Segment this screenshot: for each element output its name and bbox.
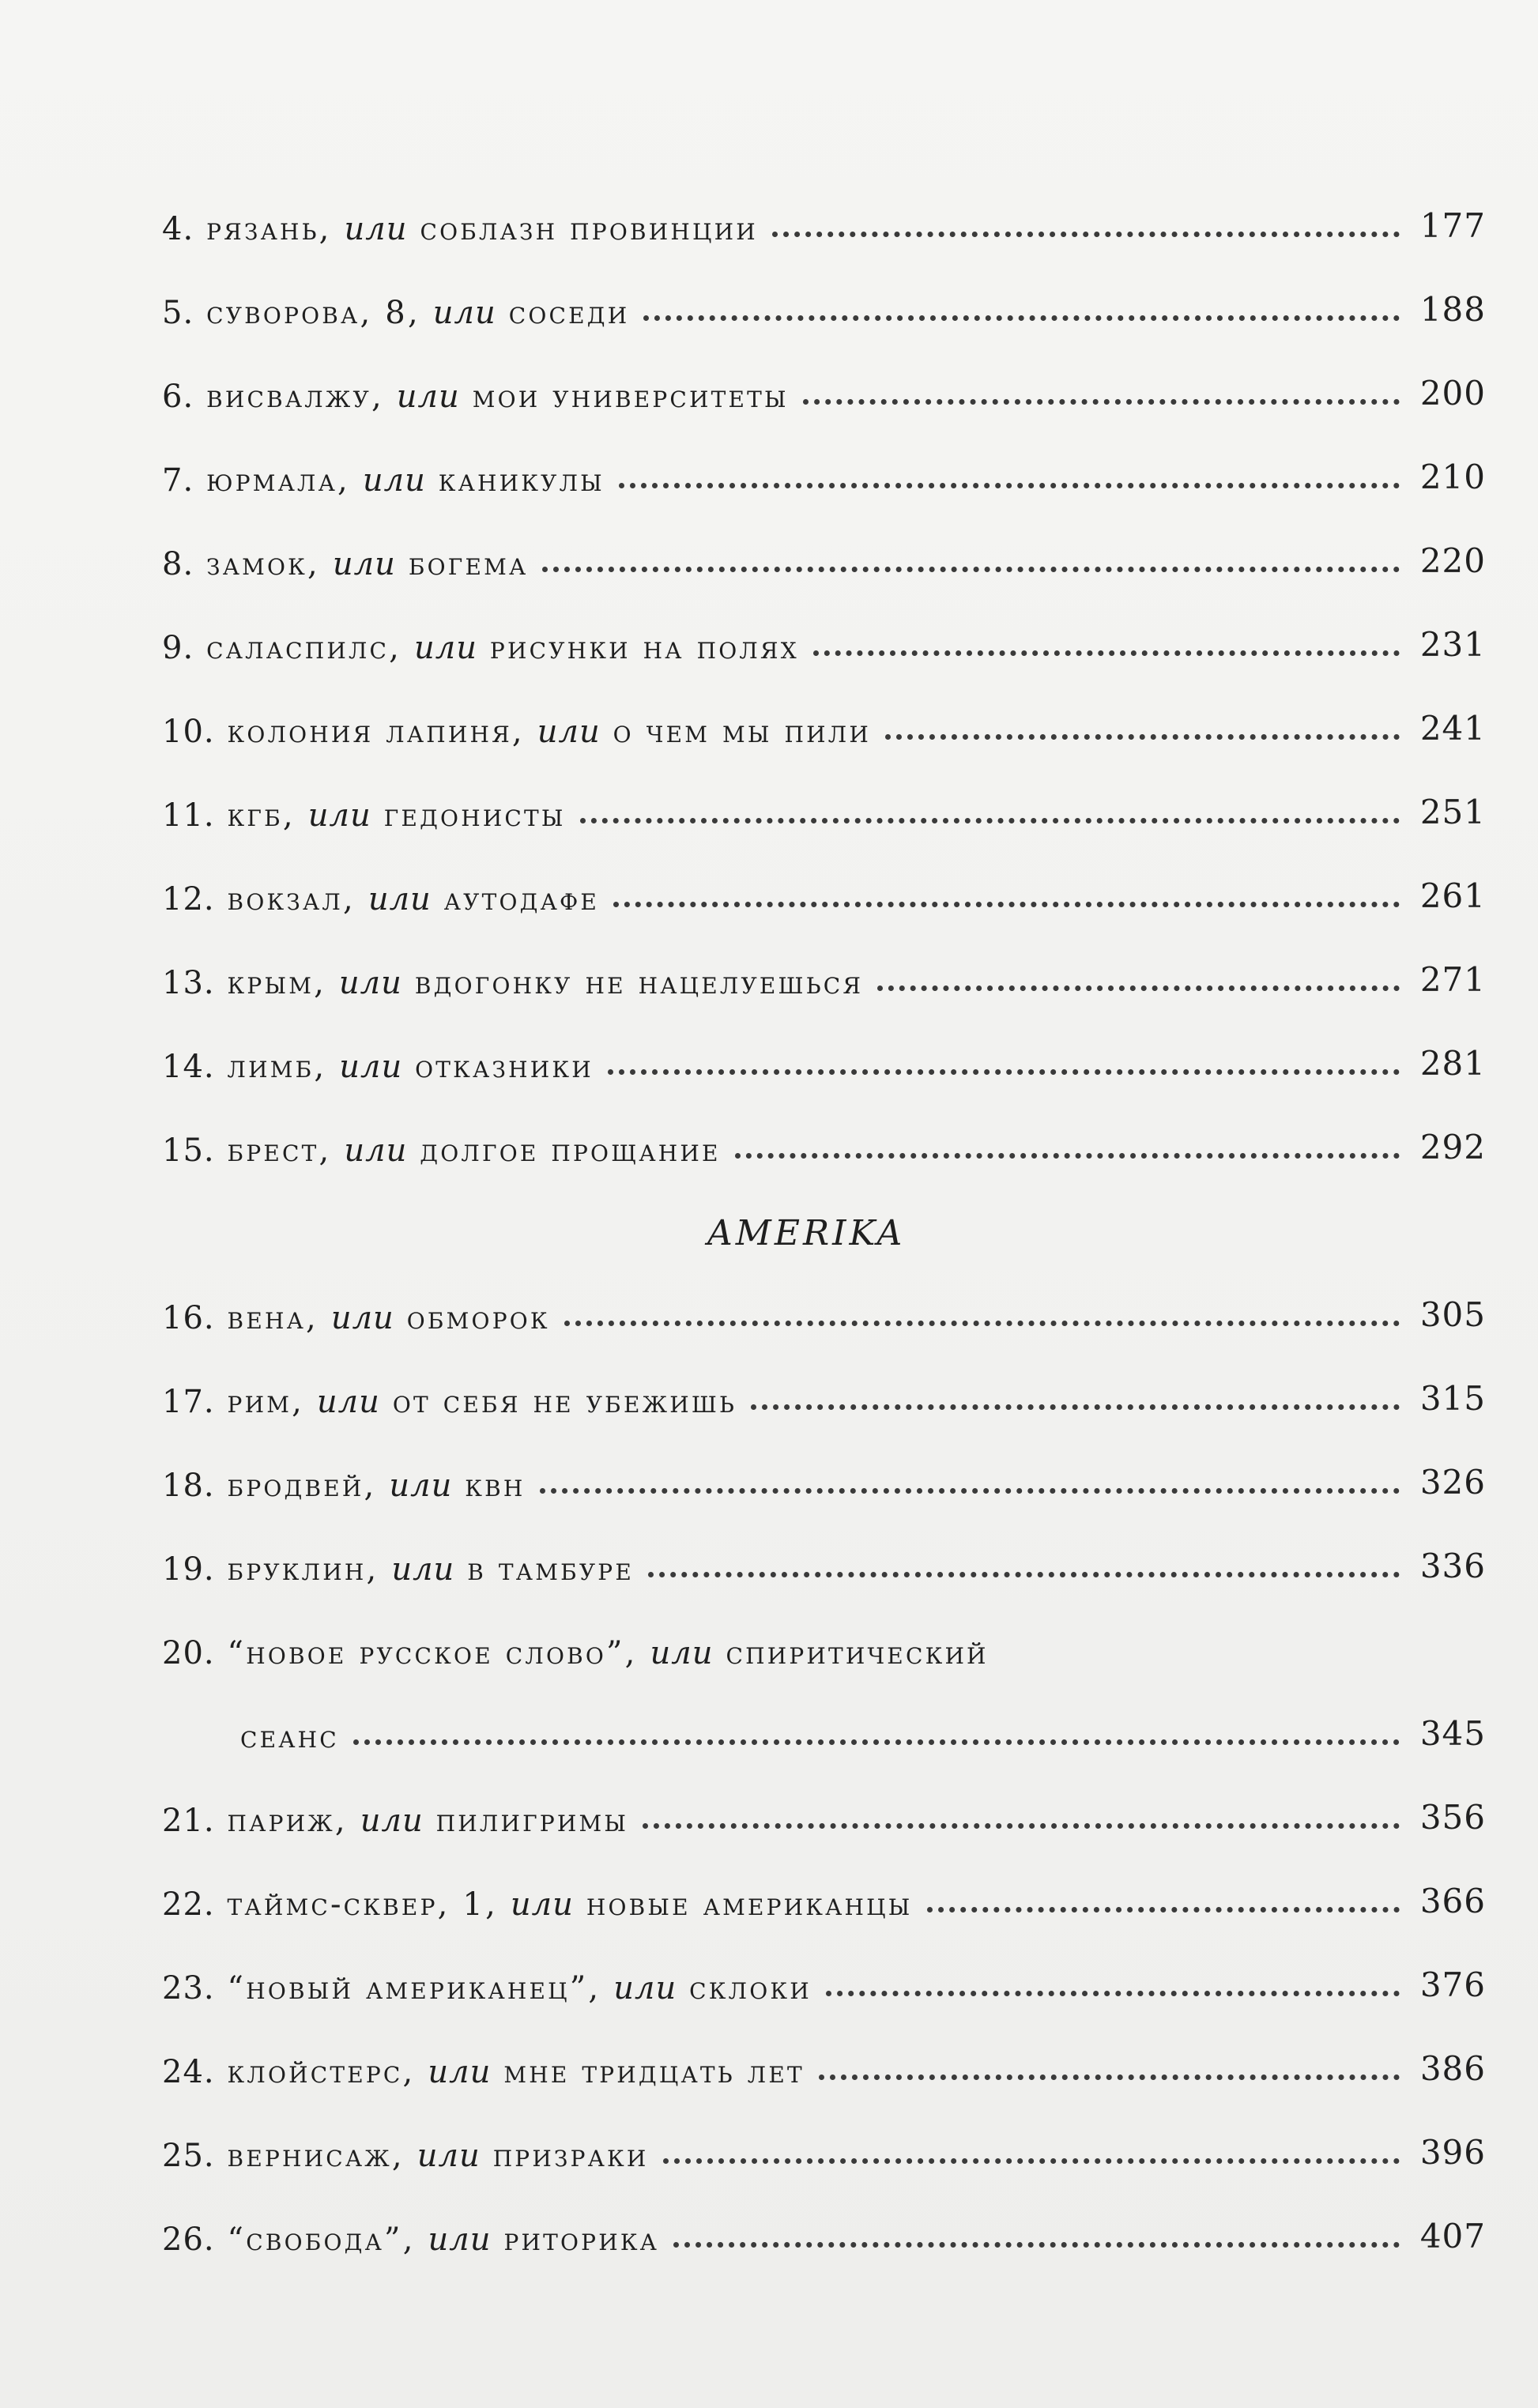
entry-subtitle: каникулы bbox=[438, 462, 605, 499]
dot-leader bbox=[613, 902, 1400, 907]
page-number: 356 bbox=[1419, 1798, 1486, 1837]
entry-conjunction: или bbox=[613, 1970, 677, 2007]
entry-subtitle: богема bbox=[408, 546, 529, 582]
entry-number: 13. bbox=[162, 965, 215, 1001]
entry-conjunction: или bbox=[396, 379, 460, 415]
dot-leader bbox=[673, 2242, 1400, 2248]
toc-entry bbox=[162, 1606, 1486, 1690]
dot-leader bbox=[826, 1991, 1400, 1996]
toc-entry bbox=[162, 2025, 1486, 2108]
dot-leader bbox=[643, 1823, 1400, 1829]
entry-subtitle: склоки bbox=[689, 1970, 812, 2007]
entry-subtitle: обморок bbox=[406, 1300, 550, 1336]
entry-conjunction: или bbox=[389, 1468, 453, 1504]
page-number: 407 bbox=[1419, 2217, 1486, 2255]
entry-conjunction: или bbox=[339, 1049, 403, 1085]
entry-place: суворова, 8, bbox=[206, 295, 420, 331]
toc-entry-title bbox=[162, 2140, 649, 2192]
toc-entry-title bbox=[162, 1551, 634, 1606]
entry-place: париж, bbox=[227, 1803, 348, 1839]
entry-conjunction: или bbox=[316, 1384, 380, 1420]
page-number: 188 bbox=[1419, 290, 1486, 329]
toc-entry-title bbox=[162, 1051, 594, 1103]
entry-number: 9. bbox=[162, 630, 194, 666]
entry-subtitle: вдогонку не нацелуешься bbox=[414, 965, 864, 1001]
toc-entry bbox=[162, 1103, 1486, 1187]
entry-number: 24. bbox=[162, 2054, 215, 2090]
entry-conjunction: или bbox=[413, 630, 477, 666]
page-number: 305 bbox=[1419, 1295, 1486, 1334]
entry-subtitle: пилигримы bbox=[435, 1803, 629, 1839]
entry-number: 6. bbox=[162, 379, 194, 415]
section-title-text: AMERIKA bbox=[707, 1213, 906, 1253]
toc-entry bbox=[162, 684, 1486, 768]
page-number: 292 bbox=[1419, 1128, 1486, 1166]
toc-entry bbox=[162, 1522, 1486, 1606]
toc-entry-title bbox=[162, 1805, 628, 1857]
entry-conjunction: или bbox=[432, 295, 496, 331]
entry-subtitle-continuation: сеанс bbox=[240, 1719, 339, 1755]
toc-entry-title bbox=[162, 548, 528, 601]
entry-number: 21. bbox=[162, 1803, 215, 1839]
entry-subtitle: мне тридцать лет bbox=[503, 2054, 805, 2090]
toc-entry bbox=[162, 517, 1486, 601]
dot-leader bbox=[353, 1739, 1400, 1745]
entry-conjunction: или bbox=[332, 546, 396, 582]
entry-number: 5. bbox=[162, 295, 194, 331]
entry-subtitle: о чем мы пили bbox=[613, 714, 871, 750]
entry-number: 25. bbox=[162, 2138, 215, 2174]
entry-place: “новый американец”, bbox=[227, 1970, 601, 2007]
entry-conjunction: или bbox=[307, 797, 371, 834]
entry-number: 8. bbox=[162, 546, 194, 582]
entry-place: клойстерс, bbox=[227, 2054, 416, 2090]
entry-number: 10. bbox=[162, 714, 215, 750]
entry-place: юрмала, bbox=[206, 462, 350, 499]
entry-subtitle: риторика bbox=[503, 2221, 660, 2258]
dot-leader bbox=[819, 2074, 1400, 2080]
entry-conjunction: или bbox=[360, 1803, 424, 1839]
entry-place: саласпилс, bbox=[206, 630, 402, 666]
section-heading bbox=[162, 1187, 1486, 1271]
toc-entry-title bbox=[162, 881, 600, 936]
toc-entry bbox=[162, 349, 1486, 433]
toc-entry-title bbox=[162, 2221, 660, 2276]
page-number: 251 bbox=[1419, 793, 1486, 831]
page-number: 241 bbox=[1419, 709, 1486, 748]
toc-entry bbox=[162, 1438, 1486, 1522]
entry-conjunction: или bbox=[428, 2054, 492, 2090]
toc-entry-title bbox=[162, 297, 629, 349]
toc-entry-title bbox=[162, 381, 789, 433]
entry-number: 4. bbox=[162, 211, 194, 247]
dot-leader bbox=[927, 1907, 1400, 1912]
page-number: 345 bbox=[1419, 1714, 1486, 1753]
dot-leader bbox=[813, 650, 1400, 656]
entry-subtitle: новые американцы bbox=[586, 1886, 913, 1923]
entry-place: таймс-сквер, 1, bbox=[227, 1886, 498, 1923]
dot-leader bbox=[735, 1153, 1400, 1159]
toc-entry-title bbox=[162, 967, 863, 1019]
page-number: 200 bbox=[1419, 374, 1486, 413]
toc-entry bbox=[162, 1355, 1486, 1438]
toc-entry bbox=[162, 1019, 1486, 1103]
toc-entry-title bbox=[162, 213, 758, 266]
entry-place: рязань, bbox=[206, 211, 332, 247]
entry-conjunction: или bbox=[338, 965, 402, 1001]
toc-entry-title bbox=[162, 1970, 812, 2025]
toc-entry bbox=[162, 1941, 1486, 2025]
toc-entry bbox=[162, 266, 1486, 349]
entry-number: 23. bbox=[162, 1970, 215, 2007]
toc-entry bbox=[162, 182, 1486, 266]
entry-subtitle: мои университеты bbox=[472, 379, 789, 415]
dot-leader bbox=[803, 399, 1400, 405]
page-number: 231 bbox=[1419, 625, 1486, 664]
entry-place: рим, bbox=[227, 1384, 304, 1420]
entry-subtitle: отказники bbox=[415, 1049, 594, 1085]
entry-place: висвалжу, bbox=[206, 379, 384, 415]
toc-entry bbox=[162, 433, 1486, 517]
entry-subtitle: квн bbox=[465, 1468, 526, 1504]
toc-entry bbox=[162, 1271, 1486, 1355]
entry-subtitle: гедонисты bbox=[383, 797, 566, 834]
entry-number: 17. bbox=[162, 1384, 215, 1420]
toc-entry bbox=[162, 768, 1486, 852]
toc-entry-title bbox=[162, 1132, 721, 1187]
entry-number: 22. bbox=[162, 1886, 215, 1923]
dot-leader bbox=[542, 567, 1399, 572]
entry-conjunction: или bbox=[428, 2221, 492, 2258]
entry-number: 18. bbox=[162, 1468, 215, 1504]
entry-place: “новое русское слово”, bbox=[227, 1635, 638, 1671]
entry-number: 26. bbox=[162, 2221, 215, 2258]
dot-leader bbox=[540, 1488, 1400, 1494]
dot-leader bbox=[648, 1572, 1400, 1577]
page-number: 326 bbox=[1419, 1463, 1486, 1502]
entry-number: 11. bbox=[162, 797, 215, 834]
entry-place: вена, bbox=[227, 1300, 319, 1336]
dot-leader bbox=[619, 483, 1400, 488]
toc-entry bbox=[162, 852, 1486, 936]
entry-number: 19. bbox=[162, 1551, 215, 1588]
page-number: 177 bbox=[1419, 206, 1486, 245]
entry-place: “свобода”, bbox=[227, 2221, 416, 2258]
toc-entry bbox=[162, 601, 1486, 684]
entry-place: крым, bbox=[227, 965, 326, 1001]
dot-leader bbox=[643, 315, 1400, 321]
dot-leader bbox=[663, 2158, 1400, 2164]
entry-subtitle: соседи bbox=[508, 295, 630, 331]
dot-leader bbox=[580, 818, 1400, 823]
toc-entry-title bbox=[162, 1886, 913, 1941]
page-number: 366 bbox=[1419, 1882, 1486, 1920]
page-number: 271 bbox=[1419, 960, 1486, 999]
entry-number: 7. bbox=[162, 462, 194, 499]
entry-conjunction: или bbox=[344, 211, 408, 247]
toc-entry bbox=[162, 2108, 1486, 2192]
entry-subtitle: спиритический bbox=[726, 1635, 989, 1671]
page-number: 281 bbox=[1419, 1044, 1486, 1083]
entry-conjunction: или bbox=[417, 2138, 481, 2174]
dot-leader bbox=[608, 1069, 1400, 1075]
entry-conjunction: или bbox=[510, 1886, 574, 1923]
dot-leader bbox=[772, 232, 1400, 237]
toc-entry-title bbox=[162, 1470, 526, 1522]
page-number: 261 bbox=[1419, 876, 1486, 915]
entry-subtitle: призраки bbox=[492, 2138, 649, 2174]
entry-number: 12. bbox=[162, 881, 215, 918]
entry-place: вокзал, bbox=[227, 881, 356, 918]
page-number: 376 bbox=[1419, 1965, 1486, 2004]
page-number: 210 bbox=[1419, 458, 1486, 496]
entry-place: колония лапиня, bbox=[227, 714, 525, 750]
dot-leader bbox=[877, 985, 1400, 991]
toc-entry-title bbox=[162, 1637, 989, 1690]
toc-entry-title bbox=[162, 1721, 339, 1773]
page-number: 336 bbox=[1419, 1547, 1486, 1585]
toc-entry-title bbox=[162, 2056, 805, 2108]
toc-entry-title bbox=[162, 1302, 550, 1355]
entry-conjunction: или bbox=[344, 1132, 408, 1169]
toc-entry-title bbox=[162, 462, 605, 517]
entry-conjunction: или bbox=[650, 1635, 714, 1671]
entry-subtitle: рисунки на полях bbox=[489, 630, 799, 666]
entry-conjunction: или bbox=[368, 881, 432, 918]
dot-leader bbox=[885, 734, 1400, 740]
entry-subtitle: долгое прощание bbox=[420, 1132, 721, 1169]
toc-entry-continuation bbox=[162, 1690, 1486, 1773]
entry-conjunction: или bbox=[391, 1551, 455, 1588]
entry-number: 15. bbox=[162, 1132, 215, 1169]
entry-place: лимб, bbox=[227, 1049, 327, 1085]
entry-number: 14. bbox=[162, 1049, 215, 1085]
entry-subtitle: аутодафе bbox=[443, 881, 600, 918]
page-number: 315 bbox=[1419, 1379, 1486, 1418]
entry-number: 20. bbox=[162, 1635, 215, 1671]
entry-conjunction: или bbox=[362, 462, 426, 499]
dot-leader bbox=[564, 1321, 1400, 1326]
toc-entry bbox=[162, 2192, 1486, 2276]
entry-number: 16. bbox=[162, 1300, 215, 1336]
entry-place: вернисаж, bbox=[227, 2138, 405, 2174]
entry-subtitle: в тамбуре bbox=[467, 1551, 634, 1588]
entry-conjunction: или bbox=[330, 1300, 394, 1336]
toc-entry-title bbox=[162, 632, 799, 684]
entry-place: замок, bbox=[206, 546, 320, 582]
toc-entry-title bbox=[162, 1386, 737, 1438]
page-number: 396 bbox=[1419, 2133, 1486, 2172]
toc-entry bbox=[162, 936, 1486, 1019]
toc-entry bbox=[162, 1773, 1486, 1857]
toc-entry bbox=[162, 1857, 1486, 1941]
toc-entry-title bbox=[162, 716, 871, 768]
entry-subtitle: соблазн провинции bbox=[420, 211, 758, 247]
page-number: 386 bbox=[1419, 2049, 1486, 2088]
dot-leader bbox=[751, 1404, 1400, 1410]
table-of-contents bbox=[162, 182, 1486, 2276]
toc-entry-title bbox=[162, 797, 566, 852]
entry-place: кгб, bbox=[227, 797, 296, 834]
page-number: 220 bbox=[1419, 541, 1486, 580]
entry-place: бродвей, bbox=[227, 1468, 377, 1504]
entry-subtitle: от себя не убежишь bbox=[392, 1384, 737, 1420]
entry-place: брест, bbox=[227, 1132, 332, 1169]
entry-place: бруклин, bbox=[227, 1551, 379, 1588]
entry-conjunction: или bbox=[537, 714, 601, 750]
